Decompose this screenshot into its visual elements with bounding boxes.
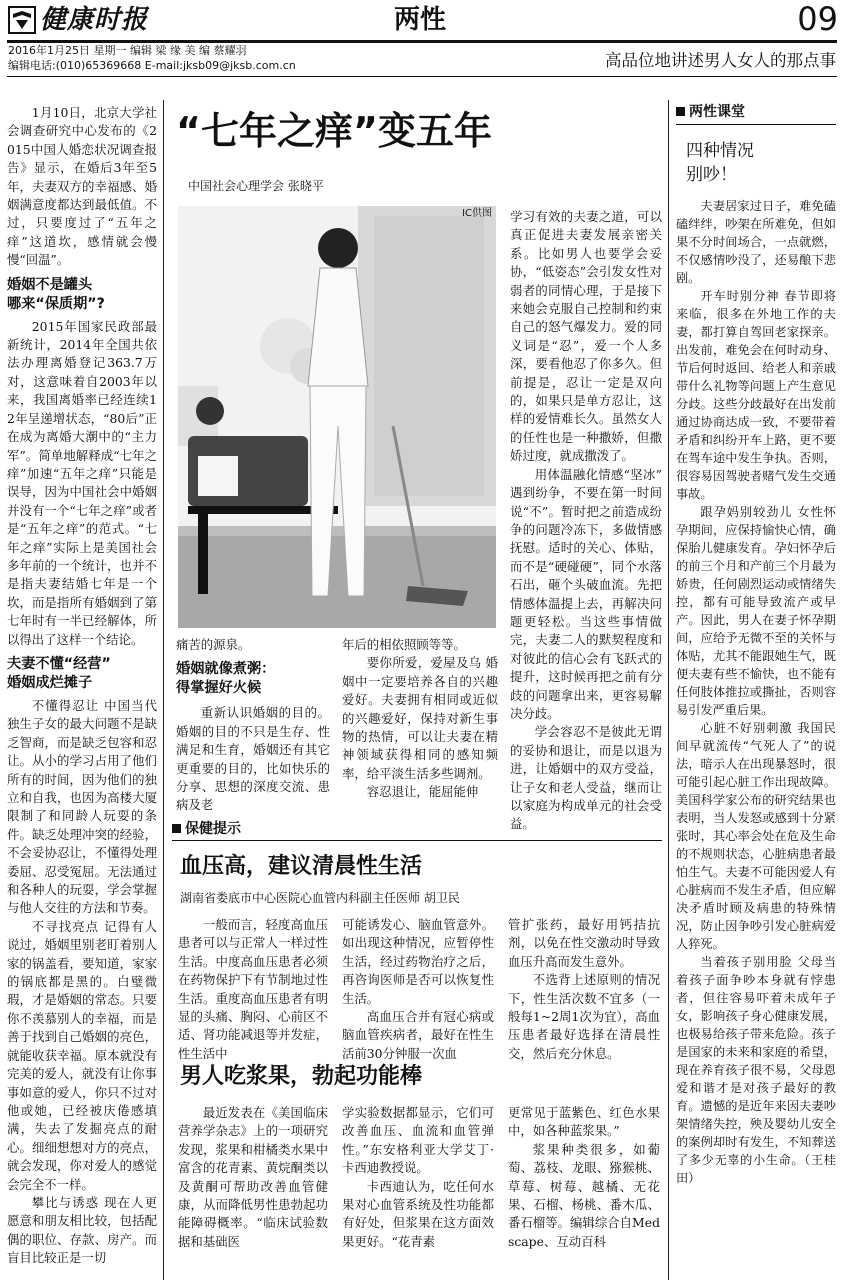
paragraph: 卡西迪认为，吃任何水果对心血管系统及性功能都有好处，但浆果在这方面效果更好。“花青素: [342, 1178, 494, 1249]
paragraph: 浆果种类很多，如葡萄、荔枝、龙眼、猕猴桃、草莓、树莓、越橘、无花果、石榴、杨桃、番木瓜、番石榴等。编辑综合自Medscape、互动百科: [508, 1141, 660, 1249]
header-rule-bottom: [7, 76, 837, 77]
sidebar-section-label: [676, 100, 836, 125]
subhead-2: 夫妻不懂“经营” 婚姻成烂摊子: [7, 655, 111, 691]
paragraph: 学实验数据都显示，它们可改善血压、血流和血管弹性。”东安格利亚大学艾丁·卡西迪教授说。: [342, 1105, 494, 1176]
newspaper-logo: [8, 4, 158, 38]
paragraph: 痛苦的源泉。: [176, 637, 251, 652]
paragraph: 高血压合并有冠心病或脑血管疾病者，最好在性生活前30分钟服一次血: [342, 1009, 494, 1061]
paragraph: 不懂得忍让 中国当代独生子女的最大问题不是缺乏智商，而是缺乏包容和忍让。从小的学习占用了他们所有的时间，因为他们的独立和自我，也因为高楼大厦限制了和同龄人玩耍的条件。缺乏处理冲突的经验，不会妥协忍让，不懂得处理委屈、忍受冤屈。无法通过和各种人的玩耍，学会掌握与他人交往的方法和节奏。: [7, 697, 157, 916]
page-number: 09: [797, 0, 838, 38]
couple-photo-illustration: [178, 206, 496, 628]
paragraph: 心脏不好别刺激 我国民间早就流传“气死人了”的说法，暗示人在出现暴怒时，很可能引起心脏工作出现故障。美国科学家公布的研究结果也表明，当人发怒或感到十分紧张时，其心率会处在危及生命的不规则状态，心脏病患者最怕生气。夫妻不可能因爱人有心脏病而不发生矛盾，但应解决矛盾时顾及病患的特殊情况，防止因争吵引发心脏病爱人猝死。: [676, 721, 836, 951]
health-article2-col3: [508, 1104, 660, 1251]
sidebar-label-text: 两性课堂: [689, 104, 745, 120]
sidebar-title: 四种情况 别吵！: [686, 141, 754, 185]
paragraph: 重新认识婚姻的目的。婚姻的目的不只是生存、性满足和生育，婚姻还有其它更重要的目的，比如快乐的分享、思想的深度交流、患病及老: [176, 705, 330, 813]
health-article1-author: 湖南省娄底市中心医院心血管内科副主任医师 胡卫民: [180, 891, 460, 905]
paragraph: 管扩张药，最好用钙拮抗剂，以免在性交激动时导致血压升高而发生意外。: [508, 917, 660, 969]
health-section-label: [172, 818, 662, 841]
health-article2-title: 男人吃浆果，勃起功能棒: [180, 1064, 423, 1089]
health-article1-col2: [342, 916, 494, 1063]
health-label-text: 保健提示: [185, 821, 241, 837]
logo-emblem-icon: [8, 6, 36, 34]
paragraph: 学习有效的夫妻之道，可以真正促进夫妻发展亲密关系。比如男人也要学会妥协，“低姿态”会引发女性对弱者的同情心理，于是接下来她会克服自己控制和约束自己的怒气爆发力。爱的同义词是“忍”，爱一个人多深，要看他忍了你多久。但前提是，忍让一定是双向的，如果只是单方忍让，这样的爱情难长久。虽然女人的任性也是一种撒娇，但撒娇过度，就成撒泼了。: [510, 209, 662, 464]
health-article1-title: 血压高，建议清晨性生活: [180, 854, 423, 879]
health-section: [172, 818, 662, 1278]
paragraph: 学会容忍不是彼此无谓的妥协和退让，而是以退为进，让婚姻中的双方受益，让子女和老人受益，继而让以家庭为构成单元的社会受益。: [510, 724, 662, 832]
section-title: 两性: [393, 5, 446, 35]
health-article1-col3: [508, 916, 660, 1063]
main-article-col2: [176, 636, 330, 815]
health-article2-col2: [342, 1104, 494, 1251]
main-article-col4: [510, 208, 662, 834]
paragraph: 一般而言，轻度高血压患者可以与正常人一样过性生活。中度高血压患者必须在药物保护下有节制地过性生活。重度高血压患者有明显的头痛、胸闷、心前区不适、肾功能减退等并发症，性生活中: [178, 917, 328, 1061]
slogan: 高品位地讲述男人女人的那点事: [605, 51, 836, 70]
photo-credit: IC供图: [462, 208, 492, 219]
subhead-1: 婚姻不是罐头 哪来“保质期”?: [7, 276, 105, 312]
main-article-col3: [342, 636, 498, 802]
sidebar: [676, 100, 836, 1187]
section-marker-icon: [172, 824, 181, 833]
paragraph: 用体温融化情感“坚冰” 遇到纷争，不要在第一时间说“不”。暂时把之前造成纷争的问题冷冻下，多做情感抚慰。适时的关心、体贴，而不是“硬碰硬”，同个水落石出，砸个头破血流。先把情感体温提上去，再解决问题更轻松。当这些事情做完，夫妻二人的默契程度和对彼此的信心会有飞跃式的提升，这时候再把之前有分歧的问题拿出来，更容易解决分歧。: [510, 466, 662, 721]
health-article1-col1: [178, 916, 328, 1063]
paragraph: 要你所爱，爱屋及乌 婚姻中一定要培养各自的兴趣爱好。夫妻拥有相同或近似的兴趣爱好，保持对新生事物的热情，可以让夫妻在精神领域获得相同的感知频率，给平淡生活多些调剂。: [342, 655, 498, 781]
header-rule-top: [7, 40, 837, 43]
paragraph: 可能诱发心、脑血管意外。如出现这种情况，应暂停性生活，经过药物治疗之后，再咨询医师是否可以恢复性生活。: [342, 917, 494, 1006]
main-article-col1: [7, 104, 157, 1268]
section-marker-icon: [676, 107, 685, 116]
subhead-3: 婚姻就像煮粥： 得掌握好火候: [176, 661, 276, 697]
paragraph: 开车时别分神 春节即将来临，很多在外地工作的夫妻，都打算自驾回老家探亲。出发前，难免会在何时动身、节后何时返回、给老人和亲戚带什么礼物等问题上产生意见分歧。这些分歧最好在出发前通过协商达成一致，不要带着矛盾和纠纷开车上路，更不要在驾车途中发生争执。否则，很容易因驾驶者赌气发生交通事故。: [676, 289, 836, 501]
paragraph: 2015年国家民政部最新统计，2014年全国共依法办理离婚登记363.7万对，这意味着自2003年以来，我国离婚率已经连续12年呈递增状态，“80后”正在成为离婚大潮中的“主力军”。简单地解释成“七年之痒”加速“五年之痒”只能是误导，因为中国社会中婚姻并没有一个“七年之痒”或者是“五年之痒”的范式。“七年之痒”实际上是美国社会多年前的一个统计，也并不是指夫妻结婚七年是一个坎，而是指所有婚姻到了第七年时有一半已经解体，所以得出了这样一个结论。: [7, 318, 157, 647]
health-article2-col1: [178, 1104, 328, 1251]
column-divider-sidebar: [668, 100, 669, 1280]
main-article-author: 中国社会心理学会 张晓平: [188, 179, 324, 193]
contact-line: 编辑电话:(010)65369668 E-mail:jksb09@jksb.com.cn: [8, 59, 296, 72]
sidebar-body: [676, 197, 836, 1187]
date-line: 2016年1月25日 星期一 编辑 梁 缘 美 编 蔡耀羽: [8, 44, 247, 57]
masthead: [0, 0, 844, 80]
paragraph: 不选背上述原则的情况下，性生活次数不宜多（一般每1~2周1次为宜），高血压患者最好选择在清晨性交，然后充分休息。: [508, 972, 660, 1061]
paragraph: 容忍退让，能屈能伸: [366, 784, 479, 800]
paragraph: 更常见于蓝紫色、红色水果中，如各种蓝浆果。”: [508, 1105, 660, 1139]
paragraph: 不寻找亮点 记得有人说过，婚姻里别老盯着别人家的锅盖看，要知道，家家的锅底都是黑的。白璧微瑕，才是婚姻的常态。只要你不羡慕别人的幸福，而是善于找到自己婚姻的亮色，就能收获幸福。原本就没有完美的爱人，就没有让你事事如意的爱人，你只不过对他或她，已经被庆倦感填满，失去了发掘亮点的耐心。细细想想对方的亮点，就会发现，你对爱人的感觉会完全不一样。: [7, 918, 157, 1192]
paragraph: 1月10日，北京大学社会调查研究中心发布的《2015中国人婚恋状况调查报告》显示，在婚后3年至5年，夫妻双方的幸福感、婚姻满意度都达到最低值。不过，只要度过了“五年之痒”这道坎，感情就会慢慢“回温”。: [7, 105, 157, 268]
paragraph: 最近发表在《美国临床营养学杂志》上的一项研究发现，浆果和柑橘类水果中富含的花青素、黄烷酮类以及黄酮可帮助改善血管健康，从而降低男性患勃起功能障碍概率。“临床试验数据和基础医: [178, 1105, 328, 1249]
paragraph: 跟孕妈别较劲儿 女性怀孕期间，应保持愉快心情，确保胎儿健康发育。孕妇怀孕后的前三个月和产前三个月最为娇贵，任何剧烈运动或情绪失控，都有可能导致流产或早产。因此，男人在妻子怀孕期间，应给予无微不至的关怀与体贴，尤其不能跟她生气，既便夫妻有些不愉快，也不能有任何肢体推拉或撕扯，否则容易引发严重后果。: [676, 505, 836, 717]
paragraph: 当着孩子别用脸 父母当着孩子面争吵本身就有悖患者，但往容易吓着未成年子女，影响孩子身心健康发展，也极易给孩子带来危险。孩子是国家的未来和家庭的希望，现在养育孩子很不易，父母恩爱和谐才是对孩子最好的教育。遗憾的是近年来因夫妻吵架情绪失控，殃及婴幼儿安全的案例却时有发生，不知葬送了多少无辜的小生命。（王桂田）: [676, 955, 836, 1185]
column-divider-left: [163, 100, 164, 1280]
article-photo: [178, 206, 496, 628]
paragraph: 攀比与诱惑 现在人更愿意和朋友相比较，包括配偶的职位、存款、房产。而盲目比较正是一切: [7, 1194, 157, 1266]
logo-text: 健康时报: [40, 5, 149, 35]
paragraph: 夫妻居家过日子，难免磕磕绊绊，吵架在所难免，但如果不分时间场合，一点就燃，不仅感情吵没了，还易酿下悲剧。: [676, 199, 836, 285]
main-article-title: “七年之痒”变五年: [176, 109, 492, 153]
paragraph: 年后的相依照顾等等。: [342, 637, 466, 652]
